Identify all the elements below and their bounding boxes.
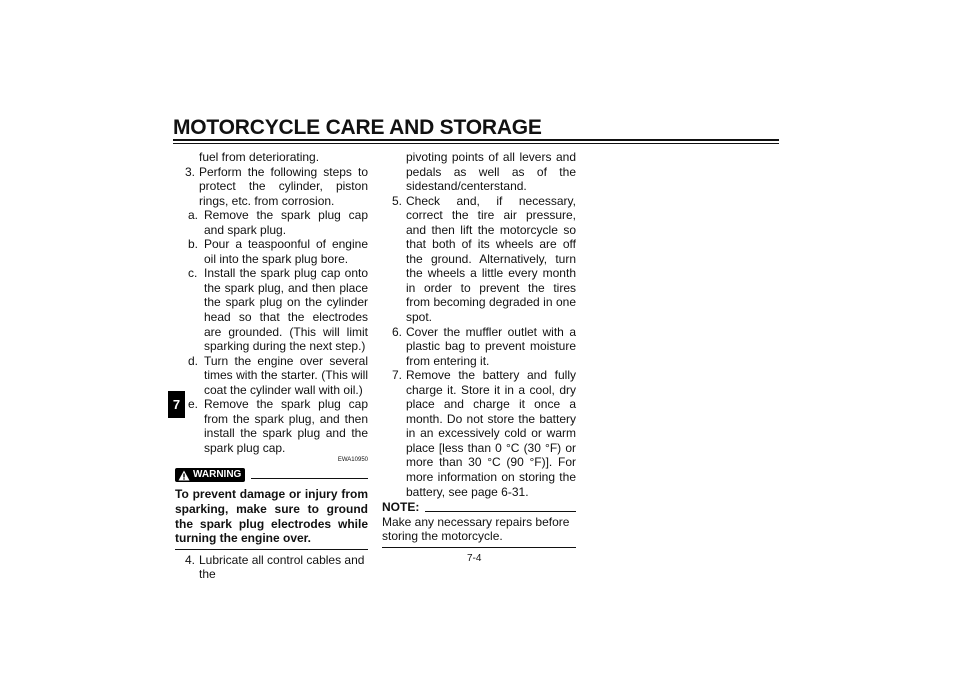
substep-text: Remove the spark plug cap and spark plug. xyxy=(204,208,368,237)
step-6 xyxy=(382,325,576,369)
note-header xyxy=(382,500,576,515)
warning-label: WARNING xyxy=(193,469,242,481)
header-rule-thin xyxy=(173,143,779,144)
substep-a xyxy=(175,208,368,237)
step-text: Perform the following steps to protect the cylinder, piston rings, etc. from corrosion. xyxy=(199,164,368,208)
left-column xyxy=(175,150,368,582)
step-text: Remove the battery and fully charge it. Store it in a cool, dry place and charge it once a month. Do not store the battery in an excessively cold or warm place [less than 0 °C (30 °F) or more than 30 °C (90 °F)]. For more information on storing the battery, see page 6-31. xyxy=(406,368,576,499)
warning-rule xyxy=(251,478,368,479)
substep-c xyxy=(175,266,368,353)
step-4 xyxy=(175,553,368,582)
substep-e xyxy=(175,397,368,455)
substep-text: Pour a teaspoonful of engine oil into the spark plug bore. xyxy=(204,237,368,266)
warning-triangle-icon xyxy=(178,470,190,481)
continuation-text: pivoting points of all levers and pedals as well as of the sidestand/centerstand. xyxy=(406,150,576,194)
note-rule xyxy=(425,511,576,512)
substep-letter: c. xyxy=(188,266,198,281)
note-bottom-rule xyxy=(382,547,576,548)
note-label: NOTE: xyxy=(382,500,420,515)
page-title: MOTORCYCLE CARE AND STORAGE xyxy=(173,116,542,139)
warning-text: To prevent damage or injury from sparking, make sure to ground the spark plug electrodes while turning the engine over. xyxy=(175,487,368,546)
step-number: 5. xyxy=(392,193,403,208)
substep-letter: a. xyxy=(188,208,199,223)
substep-letter: e. xyxy=(188,397,199,412)
step-3 xyxy=(175,165,368,209)
warning-bottom-rule xyxy=(175,549,368,550)
step-text: Check and, if necessary, correct the tire air pressure, and then lift the motorcycle so that both of its wheels are off the ground. Alternatively, turn the wheels a little every month in order to prevent the tires from becoming degraded in one spot. xyxy=(406,193,576,325)
warning-header xyxy=(175,467,368,483)
substep-text: Remove the spark plug cap from the spark plug, and then install the spark plug and the spark plug cap. xyxy=(204,397,368,455)
warning-badge xyxy=(175,468,245,482)
note-text: Make any necessary repairs before storing the motorcycle. xyxy=(382,514,570,544)
step-5 xyxy=(382,194,576,325)
step-number: 6. xyxy=(392,324,403,339)
step-text: Cover the muffler outlet with a plastic bag to prevent moisture from entering it. xyxy=(406,324,576,368)
substep-letter: d. xyxy=(188,353,199,368)
step-text: Lubricate all control cables and the xyxy=(199,552,365,582)
page-number: 7-4 xyxy=(467,553,482,564)
substep-text: Turn the engine over several times with the starter. (This will coat the cylinder wall with oil.) xyxy=(204,353,368,397)
substep-d xyxy=(175,354,368,398)
header-rule-thick xyxy=(173,139,779,141)
chapter-tab: 7 xyxy=(168,391,185,418)
intro-line: fuel from deteriorating. xyxy=(199,150,320,164)
right-column xyxy=(382,150,576,551)
substep-b xyxy=(175,237,368,266)
substep-letter: b. xyxy=(188,237,199,252)
substep-text: Install the spark plug cap onto the spark plug, and then place the spark plug on the cylinder head so that the electrodes are grounded. (This will limit sparking during the next step.) xyxy=(204,266,368,354)
step-7 xyxy=(382,368,576,499)
step-number: 3. xyxy=(185,164,196,179)
warning-code: EWA10950 xyxy=(337,457,368,464)
step-number: 4. xyxy=(185,552,196,567)
step-number: 7. xyxy=(392,368,403,383)
